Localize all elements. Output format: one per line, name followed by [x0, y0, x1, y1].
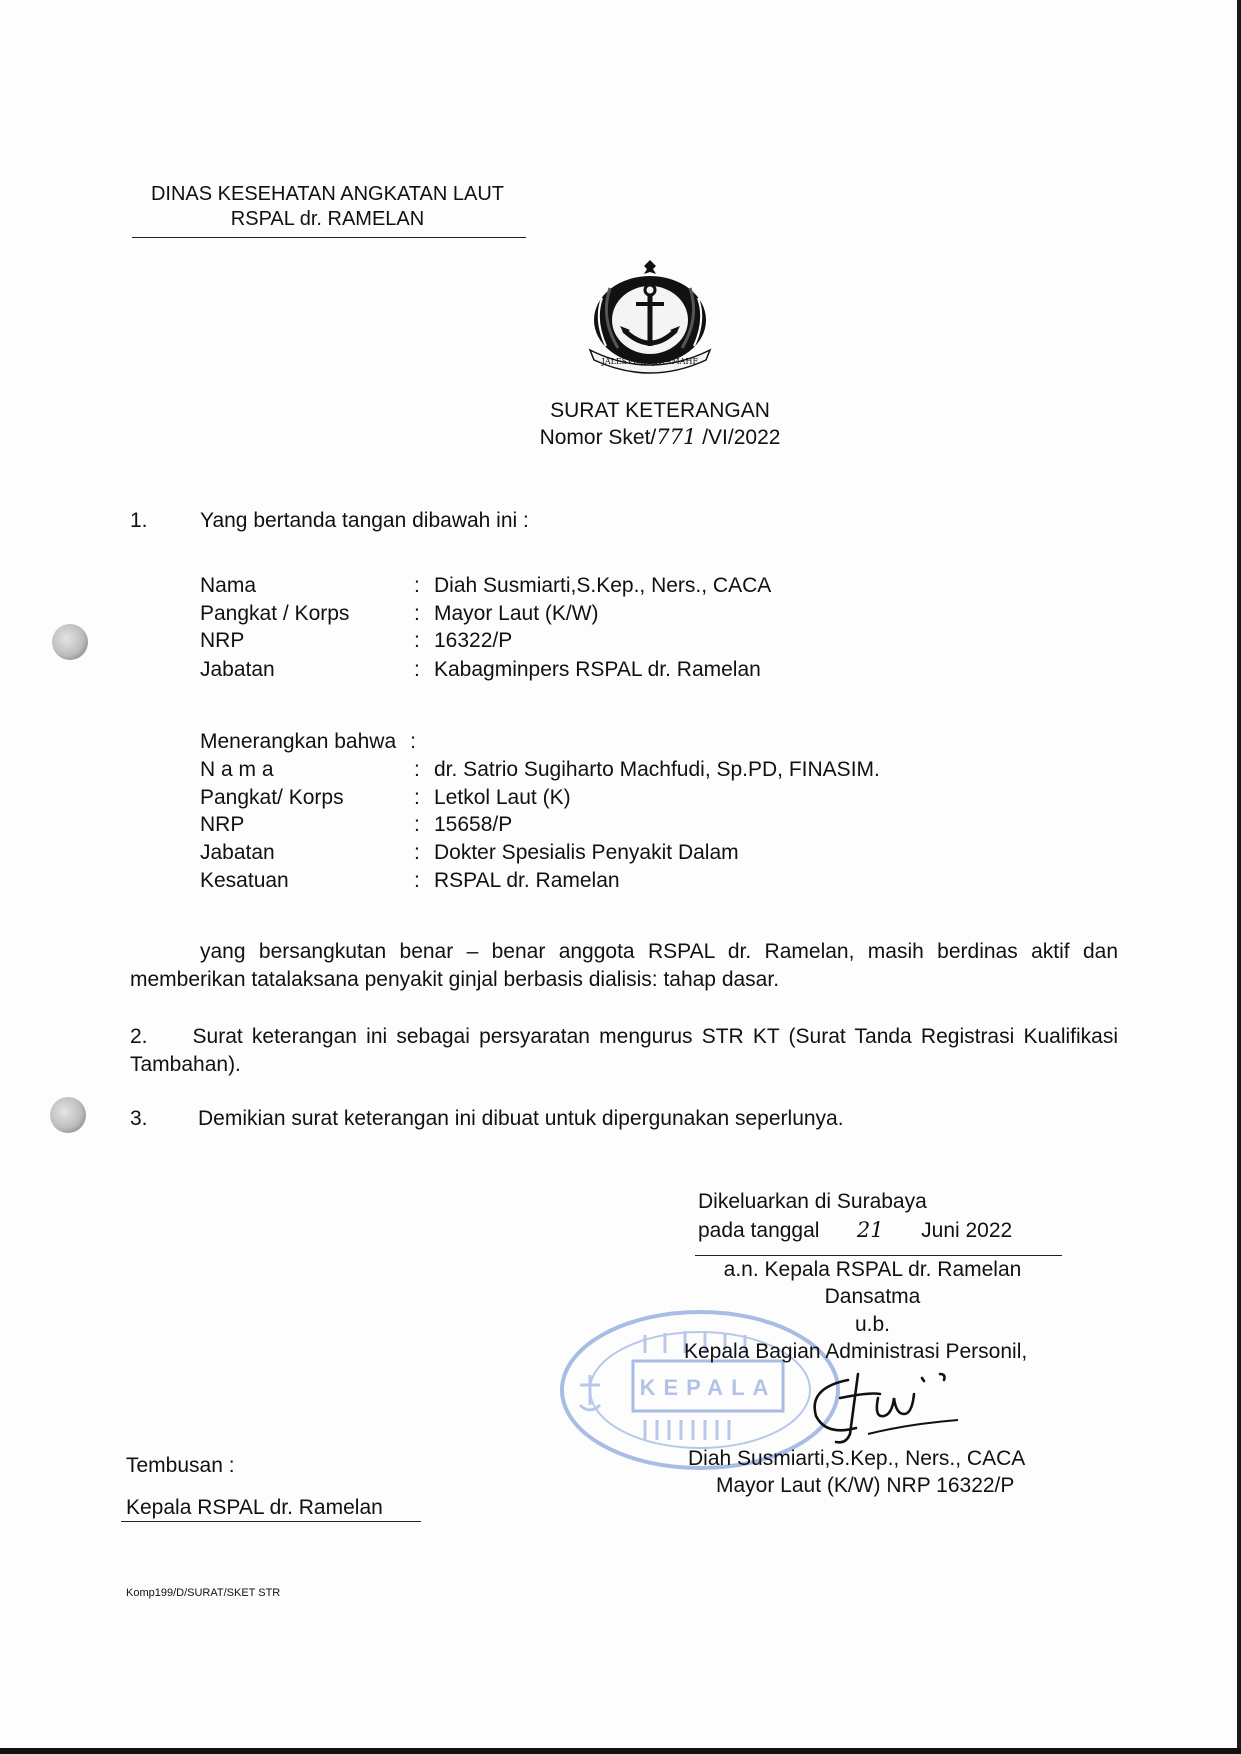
field-value: Dokter Spesialis Penyakit Dalam — [434, 841, 739, 864]
title-line: SURAT KETERANGAN — [550, 399, 770, 422]
field-label: NRP — [200, 629, 245, 652]
field-colon: : — [414, 869, 420, 892]
field-colon: : — [414, 841, 420, 864]
issued-place: Dikeluarkan di Surabaya — [698, 1190, 927, 1213]
handwritten-signature-icon — [800, 1368, 970, 1448]
field-colon: : — [414, 813, 420, 836]
role-dansatma: Dansatma — [824, 1285, 921, 1308]
stamp-text: KEPALA — [639, 1375, 777, 1400]
document-title — [440, 398, 880, 451]
date-day-handwritten: 21 — [856, 1218, 884, 1242]
field-colon: : — [414, 758, 420, 781]
section1-number: 1. — [130, 509, 148, 532]
field-value: Diah Susmiarti,S.Kep., Ners., CACA — [434, 574, 772, 597]
navy-anchor-emblem-icon — [580, 258, 720, 378]
issued-date — [698, 1218, 1012, 1243]
field-label: Pangkat/ Korps — [200, 786, 344, 809]
section2-number: 2. — [130, 1025, 148, 1048]
letterhead-underline — [132, 237, 526, 238]
signer-name: Diah Susmiarti,S.Kep., Ners., CACA — [688, 1447, 1026, 1470]
scan-edge-right — [1237, 0, 1241, 1754]
signer-rank-nrp: Mayor Laut (K/W) NRP 16322/P — [716, 1474, 1015, 1497]
scan-edge-bottom — [0, 1748, 1241, 1754]
field-colon: : — [414, 629, 420, 652]
document-number — [440, 424, 880, 451]
section2 — [130, 1023, 1118, 1079]
tembusan-underline — [121, 1521, 421, 1522]
field-label: Jabatan — [200, 658, 275, 681]
section2-text: Surat keterangan ini sebagai persyaratan mengurus STR KT (Surat Tanda Registrasi Kualifikasi Tambahan). — [130, 1025, 1118, 1076]
number-prefix: Nomor Sket/ — [539, 426, 657, 449]
field-value: RSPAL dr. Ramelan — [434, 869, 620, 892]
field-colon: : — [414, 658, 420, 681]
letterhead-line2: RSPAL dr. RAMELAN — [230, 208, 425, 230]
letterhead — [130, 182, 525, 232]
number-suffix: /VI/2022 — [696, 426, 781, 449]
section3-number: 3. — [130, 1107, 148, 1130]
field-value: Kabagminpers RSPAL dr. Ramelan — [434, 658, 761, 681]
field-value: dr. Satrio Sugiharto Machfudi, Sp.PD, FINASIM. — [434, 758, 880, 781]
ub-text: u.b. — [854, 1313, 891, 1336]
field-value: 15658/P — [434, 813, 513, 836]
tembusan-recipient: Kepala RSPAL dr. Ramelan — [126, 1496, 383, 1519]
field-value: Letkol Laut (K) — [434, 786, 571, 809]
number-handwritten: 771 — [656, 425, 697, 449]
field-label: Kesatuan — [200, 869, 289, 892]
field-colon: : — [414, 602, 420, 625]
on-behalf: a.n. Kepala RSPAL dr. Ramelan — [723, 1258, 1022, 1281]
emblem-motto: JALESVEVA JAYAMAHE — [601, 357, 699, 366]
field-label: Jabatan — [200, 841, 275, 864]
statement-paragraph: yang bersangkutan benar – benar anggota RSPAL dr. Ramelan, masih berdinas aktif dan memberikan tatalaksana penyakit ginjal berbasis dialisis: tahap dasar. — [130, 940, 1118, 991]
punch-hole — [50, 1097, 86, 1133]
date-underline — [695, 1255, 1062, 1256]
punch-hole — [52, 624, 88, 660]
date-rest: Juni 2022 — [921, 1219, 1013, 1242]
explains-label: Menerangkan bahwa : — [200, 730, 416, 753]
role-kabag: Kepala Bagian Administrasi Personil, — [684, 1340, 1028, 1363]
field-label: NRP — [200, 813, 245, 836]
tembusan-label: Tembusan : — [126, 1454, 235, 1477]
field-label: Nama — [200, 574, 257, 597]
field-value: Mayor Laut (K/W) — [434, 602, 599, 625]
footer-code: Komp199/D/SURAT/SKET STR — [126, 1587, 281, 1599]
date-prefix: pada tanggal — [698, 1219, 820, 1242]
field-colon: : — [414, 574, 420, 597]
letterhead-line1: DINAS KESEHATAN ANGKATAN LAUT — [150, 183, 505, 205]
section3-text: Demikian surat keterangan ini dibuat untuk dipergunakan seperlunya. — [198, 1107, 844, 1130]
field-label: N a m a — [200, 758, 274, 781]
section1-intro: Yang bertanda tangan dibawah ini : — [200, 509, 529, 532]
field-colon: : — [414, 786, 420, 809]
field-value: 16322/P — [434, 629, 513, 652]
explains-text: Menerangkan bahwa — [200, 730, 397, 753]
field-label: Pangkat / Korps — [200, 602, 350, 625]
